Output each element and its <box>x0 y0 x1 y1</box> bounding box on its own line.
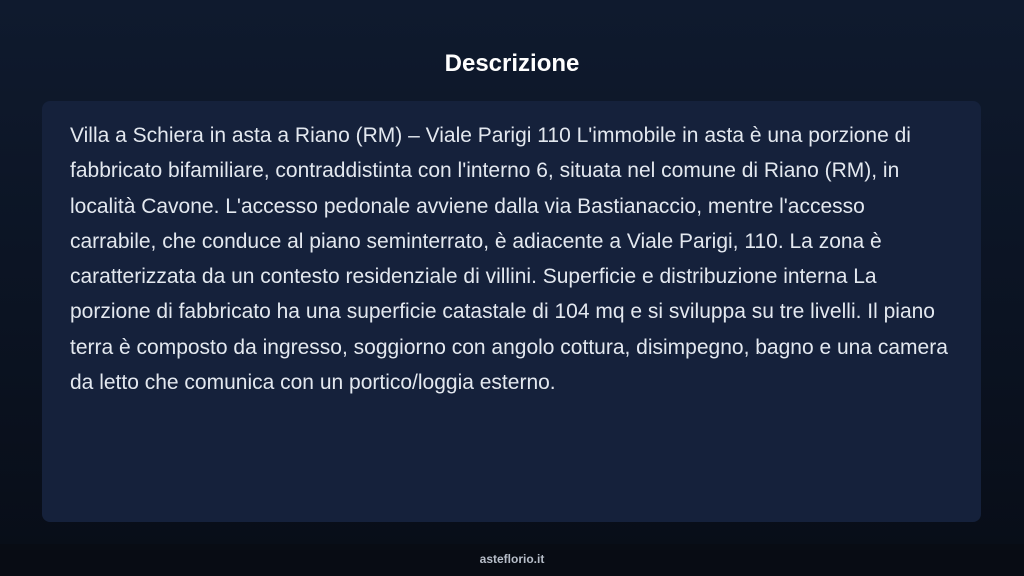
footer-site-name: asteflorio.it <box>479 552 545 566</box>
section-title: Descrizione <box>444 50 580 77</box>
description-card <box>42 101 981 522</box>
footer-bar <box>0 544 1024 576</box>
listing-description: Villa a Schiera in asta a Riano (RM) – Viale Parigi 110 L'immobile in asta è una porzione di fabbricato bifamiliare, contraddistinta con l'interno 6, situata nel comune di Riano (RM), in località Cavone. L'accesso pedonale avviene dalla via Bastianaccio, mentre l'accesso carrabile, che conduce al piano seminterrato, è adiacente a Viale Parigi, 110. La zona è caratterizzata da un contesto residenziale di villini. Superficie e distribuzione interna La porzione di fabbricato ha una superficie catastale di 104 mq e si sviluppa su tre livelli. Il piano terra è composto da ingresso, soggiorno con angolo cottura, disimpegno, bagno e una camera da letto che comunica con un portico/loggia esterno. <box>70 124 948 395</box>
